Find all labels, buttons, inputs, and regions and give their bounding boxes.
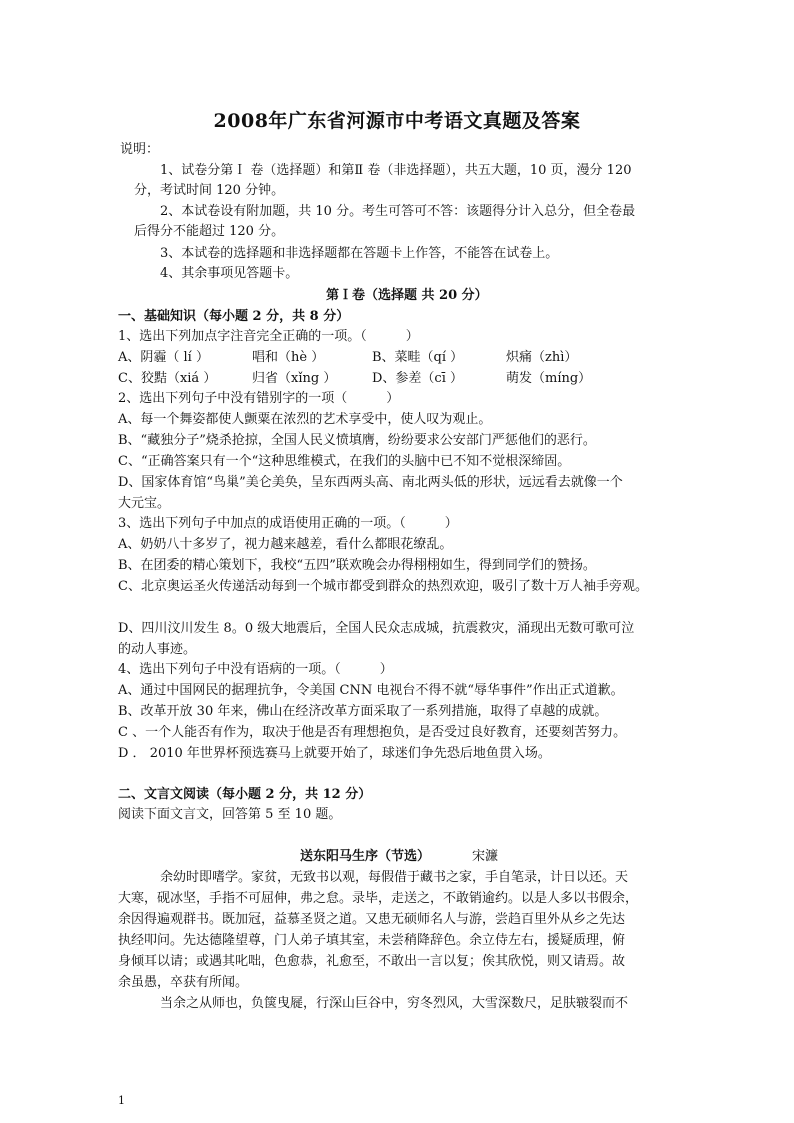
- passage-p1-line-5: 身倾耳以请；或遇其叱咄，色愈恭，礼愈至，不敢出一言以复；俟其欣悦，则又请焉。故: [118, 954, 626, 969]
- instruction-4: 4、其余事项见答题卡。: [160, 266, 299, 281]
- q1-stem: 1、选出下列加点字注音完全正确的一项。（ ）: [118, 329, 419, 344]
- q4-option-b: B、改革开放 30 年来，佛山在经济改革方面采取了一系列措施，取得了卓越的成就。: [118, 704, 608, 719]
- q4-option-a: A、通过中国网民的据理抗争，令美国 CNN 电视台不得不就“辱华事件”作出正式道歉。: [118, 683, 624, 698]
- passage-p2-line-1: 当余之从师也，负箧曳屣，行深山巨谷中，穷冬烈风，大雪深数尺，足肤皲裂而不: [160, 996, 629, 1011]
- q4-option-c: C 、一个人能否有作为，取决于他是否有理想抱负，是否受过良好教育，还要刻苦努力。: [118, 725, 627, 740]
- q3-option-a: A、奶奶八十多岁了，视力越来越差，看什么都眼花缭乱。: [118, 537, 453, 552]
- passage-p1-line-2: 大寒，砚冰坚，手指不可屈伸，弗之怠。录毕，走送之，不敢销逾约。以是人多以书假余，: [118, 891, 639, 906]
- q2-option-d-line-2: 大元宝。: [118, 496, 171, 511]
- q1-option-a-2: 唱和（hè ）: [252, 350, 325, 365]
- passage-title: 送东阳马生序（节选）: [300, 849, 431, 864]
- instruction-1-line-1: 1、试卷分第Ｉ 卷（选择题）和第Ⅱ 卷（非选择题），共五大题，10 页，漫分 120: [160, 163, 632, 178]
- q4-stem: 4、选出下列句子中没有语病的一项。（ ）: [118, 662, 393, 677]
- part1-title: 第Ｉ卷（选择题 共 20 分）: [326, 288, 488, 303]
- instructions-label: 说明：: [120, 142, 160, 157]
- q1-option-d-1: D、参差（cī ）: [372, 371, 463, 386]
- q3-option-b: B、在团委的精心策划下，我校“五四”联欢晚会办得栩栩如生，得到同学们的赞扬。: [118, 558, 596, 573]
- q2-option-c: C、“正确答案只有一个“这种思维模式，在我们的头脑中已不知不觉根深缔固。: [118, 454, 571, 469]
- instruction-1-line-2: 分，考试时间 120 分钟。: [134, 183, 285, 198]
- passage-author: 宋濂: [472, 849, 499, 864]
- section1-heading: 一、基础知识（每小题 2 分，共 8 分）: [118, 309, 350, 324]
- q1-option-a-1: A、阴霾（ lí ）: [118, 350, 209, 365]
- q2-stem: 2、选出下列句子中没有错别字的一项（ ）: [118, 391, 400, 406]
- instruction-2-line-2: 后得分不能超过 120 分。: [134, 224, 285, 239]
- q1-option-c-2: 归省（xǐng ）: [252, 371, 337, 386]
- passage-p1-line-6: 余虽愚，卒获有所闻。: [118, 975, 249, 990]
- q2-option-b: B、“藏独分子”烧杀抢掠，全国人民义愤填膺，纷纷要求公安部门严惩他们的恶行。: [118, 433, 596, 448]
- q3-option-d-line-2: 的动人事迹。: [118, 642, 197, 657]
- q1-option-c-1: C、狡黠（xiá ）: [118, 371, 217, 386]
- q2-option-d-line-1: D、国家体育馆“鸟巢”美仑美奂，呈东西两头高、南北两头低的形状，远远看去就像一个: [118, 475, 623, 490]
- q3-stem: 3、选出下列句子中加点的成语使用正确的一项。（ ）: [118, 516, 458, 531]
- instruction-3: 3、本试卷的选择题和非选择题都在答题卡上作答，不能答在试卷上。: [160, 246, 559, 261]
- q4-option-d: D ． 2010 年世界杯预选赛马上就要开始了，球迷们争先恐后地鱼贯入场。: [118, 746, 551, 761]
- document-title: 2008年广东省河源市中考语文真题及答案: [213, 110, 581, 132]
- instruction-2-line-1: 2、本试卷设有附加题，共 10 分。考生可答可不答：该题得分计入总分，但全卷最: [160, 204, 636, 219]
- q1-option-b-1: B、菜畦（qí ）: [372, 350, 464, 365]
- q1-option-d-2: 萌发（míng）: [506, 371, 592, 386]
- section2-heading: 二、文言文阅读（每小题 2 分，共 12 分）: [118, 787, 372, 802]
- q2-option-a: A、每一个舞姿都使人颤粟在浓烈的艺术享受中，使人叹为观止。: [118, 412, 492, 427]
- q1-option-b-2: 炽痛（zhì）: [506, 350, 578, 365]
- q3-option-d-line-1: D、四川汶川发生 8。0 级大地震后，全国人民众志成城，抗震救灾，涌现出无数可歌可泣: [118, 621, 635, 636]
- q3-option-c: C、北京奥运圣火传递活动每到一个城市都受到群众的热烈欢迎，吸引了数十万人袖手旁观。: [118, 579, 648, 594]
- section2-intro: 阅读下面文言文，回答第 5 至 10 题。: [118, 807, 342, 822]
- passage-p1-line-1: 余幼时即嗜学。家贫，无致书以观，每假借于藏书之家，手自笔录，计日以还。天: [160, 870, 629, 885]
- page-number: 1: [118, 1094, 125, 1107]
- passage-p1-line-4: 执经叩问。先达德隆望尊，门人弟子填其室，未尝稍降辞色。余立侍左右，援疑质理，俯: [118, 933, 626, 948]
- passage-p1-line-3: 余因得遍观群书。既加冠，益慕圣贤之道。又患无硕师名人与游，尝趋百里外从乡之先达: [118, 912, 626, 927]
